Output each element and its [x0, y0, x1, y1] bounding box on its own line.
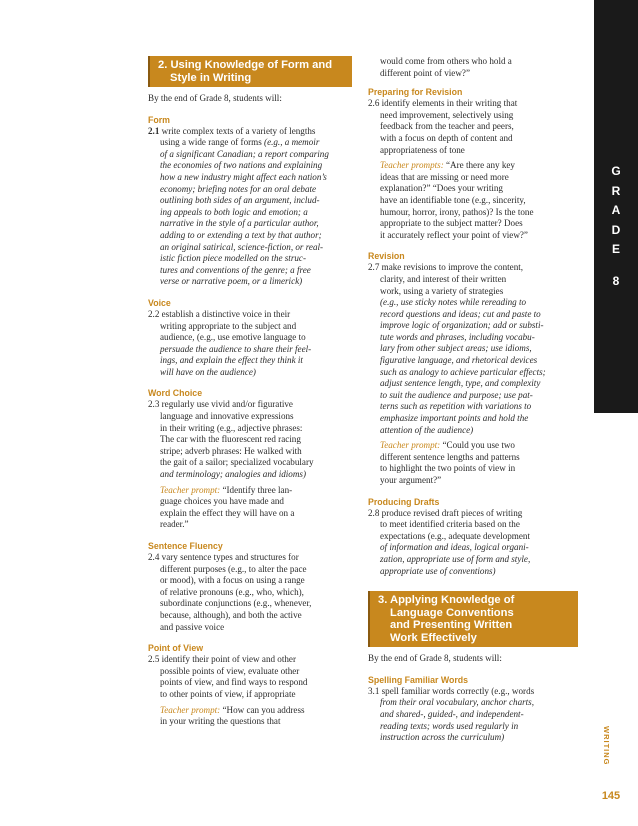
expectation-2-4: 2.4 vary sentence types and structures for different purposes (e.g., to alter the pace or mood), with a focus on using a range of relative pronouns (e.g., who, which), subordinate conjunctions (e.g., whenever, because, although), and both the active and passive voice — [148, 552, 312, 632]
teacher-prompt: Teacher prompt: “How can you address in your writing the questions that — [160, 704, 305, 727]
section-intro: By the end of Grade 8, students will: — [148, 93, 282, 103]
grade-sidebar — [594, 0, 638, 826]
expectation-2-8: 2.8 produce revised draft pieces of writing to meet identified criteria based on the expectations (e.g., adequate development of information and ideas, logical organi- zation, appropriate use of form and style, appropriate use of conventions) — [368, 507, 531, 576]
grade-letter: E — [611, 242, 620, 256]
heading-spelling-familiar-words: Spelling Familiar Words — [368, 674, 469, 685]
heading-preparing-for-revision: Preparing for Revision — [368, 87, 463, 98]
grade-letter: D — [611, 222, 621, 237]
heading-sentence-fluency: Sentence Fluency — [148, 541, 223, 551]
heading-producing-drafts: Producing Drafts — [368, 496, 440, 507]
heading-revision: Revision — [368, 251, 405, 262]
grade-letter: R — [611, 183, 621, 198]
expectation-2-2: 2.2 establish a distinctive voice in their writing appropriate to the subject and audience, (e.g., use emotive language to persuade the audience to share their feel- ings, and explain the effect they think it will have on the audience) — [148, 308, 312, 377]
heading-voice: Voice — [148, 297, 171, 308]
teacher-prompt: Teacher prompt: “Could you use two different sentence lengths and patterns to highlight the two points of view in your argument?” — [380, 440, 520, 485]
expectation-2-3: 2.3 regularly use vivid and/or figurative language and innovative expressions in their writing (e.g., adjective phrases: The car with the fluorescent red racing stripe; adverb phrases: He walked with the gait of a sailor; specialized vocabulary and terminology; analogies and idioms) — [148, 399, 314, 480]
teacher-prompts: Teacher prompts: “Are there any key ideas that are missing or need more explanation?” “Does your writing have an identifiable tone (e.g., sincerity, humour, horror, irony, pathos)? Is the tone appropriate to the subject matter? Does it accurately reflect your point of view?” — [380, 160, 534, 240]
heading-word-choice: Word Choice — [148, 388, 203, 399]
expectation-2-1: 2.1 write complex texts of a variety of lengths using a wide range of forms (e.g., a memoir of a significant Canadian; a report comparing the economies of two nations and explaining how a new industry might affect each nation’s economy; briefing notes for an oral debate outlining both sides of an argument, includ- ing appeals to both logic and emotion; a narrative in the style of a particular author, adding to or extending a text by that author; an original satirical, science-fiction, or real- istic fiction piece modelled on the struc- tures and conventions of the genre; a free verse or narrative poem, or a limerick) — [148, 125, 329, 287]
section-tab-writing: WRITING — [602, 726, 611, 766]
section-3-banner: 3. Applying Knowledge of Language Conventions and Presenting Written Work Effectively — [368, 591, 578, 647]
heading-form: Form — [148, 114, 170, 125]
grade-label — [594, 162, 638, 291]
grade-letter: A — [611, 203, 621, 217]
heading-point-of-view: Point of View — [148, 643, 204, 654]
expectation-3-1: 3.1 spell familiar words correctly (e.g., words from their oral vocabulary, anchor charts, and shared-, guided-, and independent- reading texts; words used regularly in instruction across the curriculum) — [368, 685, 535, 743]
page-number: 145 — [601, 790, 621, 802]
grade-letter: G — [611, 164, 621, 178]
right-column — [368, 56, 578, 744]
expectation-2-5: 2.5 identify their point of view and other possible points of view, evaluate other points of view, and find ways to respond to other points of view, if appropriate — [148, 654, 308, 699]
teacher-prompt: Teacher prompt: “Identify three lan- guage choices you have made and explain the effect they will have on a reader.” — [160, 484, 295, 530]
section-intro: By the end of Grade 8, students will: — [368, 653, 502, 664]
expectation-2-7: 2.7 make revisions to improve the content, clarity, and interest of their written work, using a variety of strategies (e.g., use sticky notes while rereading to record questions and ideas; cut and paste to improve logic of organization; add or substi- tute words and phrases, including vocabu- lary from other subject areas; use idioms, figurative language, and rhetorical devices such as analogy to achieve particular effects; adjust sentence length, type, and complexity to suit the audience and purpose; use pat- terns such as repetition with variations to emphasize important points and hold the attention of the audience) — [368, 262, 546, 435]
left-column — [148, 56, 352, 728]
prompt-continuation: would come from others who hold a different point of view?” — [380, 56, 512, 78]
section-2-banner: 2. Using Knowledge of Form and Style in Writing — [148, 56, 352, 87]
grade-number: 8 — [612, 273, 620, 288]
expectation-2-6: 2.6 identify elements in their writing that need improvement, selectively using feedback from the teacher and peers, with a focus on depth of content and appropriateness of tone — [368, 98, 518, 155]
